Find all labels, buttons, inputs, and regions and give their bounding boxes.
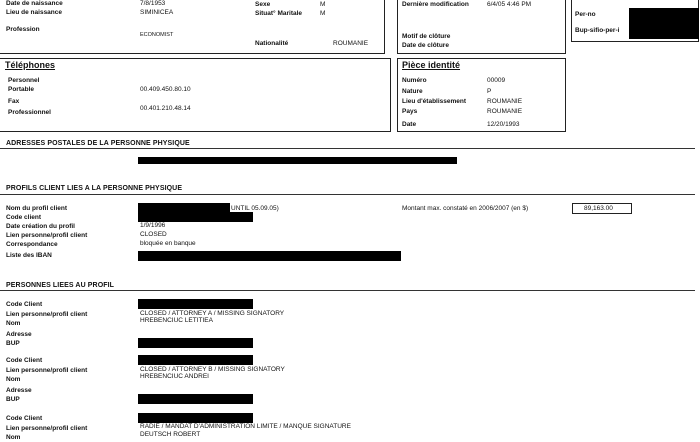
person-nom-label: Nom — [6, 434, 21, 441]
professionnel-label: Professionnel — [8, 109, 51, 116]
birth-date-label: Date de naissance — [6, 0, 63, 7]
person-nom-label: Nom — [6, 320, 21, 327]
person-bup-label: BUP — [6, 340, 20, 347]
lieu-label: Lieu d'établissement — [402, 98, 467, 105]
portable-label: Portable — [8, 86, 35, 93]
profession-value: ECONOMIST — [140, 32, 174, 38]
numero-value: 00009 — [487, 77, 506, 84]
profiles-rule — [0, 194, 695, 195]
person-nom-value: HREBENCIUC LETITIEA — [140, 317, 213, 324]
birth-date-value: 7/8/1953 — [140, 0, 166, 7]
nationality-value: ROUMANIE — [333, 40, 369, 47]
sex-value: M — [320, 1, 326, 8]
person-lien-label: Lien personne/profil client — [6, 425, 88, 432]
person-code-label: Code Client — [6, 301, 43, 308]
numero-label: Numéro — [402, 77, 427, 84]
phones-title: Téléphones — [5, 60, 56, 70]
birth-place-value: SIMINICEA — [140, 9, 174, 16]
address-redaction — [138, 157, 457, 164]
phones-box — [0, 58, 391, 132]
marital-value: M — [320, 10, 326, 17]
bup-label: Bup-sifio-per-i — [575, 27, 620, 34]
per-no-redaction — [629, 8, 699, 39]
person-lien-value: CLOSED / ATTORNEY A / MISSING SIGNATORY — [140, 310, 285, 317]
profile-name-label: Nom du profil client — [6, 205, 68, 212]
id-doc-title: Pièce identité — [402, 60, 461, 70]
marital-label: Situat° Maritale — [255, 10, 303, 17]
addresses-rule — [0, 148, 695, 149]
person-code-redaction — [138, 355, 253, 365]
per-no-label: Per-no — [575, 11, 596, 18]
person-lien-label: Lien personne/profil client — [6, 367, 88, 374]
person-lien-value: RADIE / MANDAT D'ADMINISTRATION LIMITE / MANQUE SIGNATURE — [140, 423, 351, 430]
profile-corr-label: Correspondance — [6, 241, 58, 248]
nationality-label: Nationalité — [255, 40, 289, 47]
montant-value: 89,163.00 — [584, 205, 613, 212]
person-bup-redaction — [138, 394, 253, 404]
personnel-label: Personnel — [8, 77, 40, 84]
montant-label: Montant max. constaté en 2006/2007 (en $) — [402, 205, 529, 212]
persons-rule — [0, 290, 695, 291]
profile-lien-label: Lien personne/profil client — [6, 232, 88, 239]
person-adresse-label: Adresse — [6, 331, 32, 338]
lieu-value: ROUMANIE — [487, 98, 523, 105]
person-adresse-label: Adresse — [6, 387, 32, 394]
profile-corr-value: bloquée en banque — [140, 240, 196, 247]
nature-value: P — [487, 88, 492, 95]
pays-label: Pays — [402, 108, 418, 115]
person-lien-label: Lien personne/profil client — [6, 311, 88, 318]
profile-code-label: Code client — [6, 214, 42, 221]
profile-date-value: 1/9/1996 — [140, 222, 166, 229]
iban-redaction — [138, 251, 401, 261]
person-bup-label: BUP — [6, 396, 20, 403]
person-nom-value: HREBENCIUC ANDREI — [140, 373, 209, 380]
profile-name-suffix: UNTIL 05.09.05) — [231, 205, 279, 212]
portable-value: 00.409.450.80.10 — [140, 86, 191, 93]
pays-value: ROUMANIE — [487, 108, 523, 115]
closure-date-label: Date de clôture — [402, 42, 449, 49]
nature-label: Nature — [402, 88, 423, 95]
profile-name-redaction — [138, 203, 230, 212]
last-mod-value: 6/4/05 4:46 PM — [487, 1, 532, 8]
birth-place-label: Lieu de naissance — [6, 9, 62, 16]
person-code-redaction — [138, 299, 253, 309]
profiles-title: PROFILS CLIENT LIES A LA PERSONNE PHYSIQUE — [6, 185, 183, 192]
persons-title: PERSONNES LIEES AU PROFIL — [6, 282, 115, 289]
person-code-redaction — [138, 413, 253, 423]
person-nom-value: DEUTSCH ROBERT — [140, 431, 201, 438]
person-bup-redaction — [138, 338, 253, 348]
person-lien-value: CLOSED / ATTORNEY B / MISSING SIGNATORY — [140, 366, 285, 373]
profile-code-redaction — [138, 212, 253, 222]
person-code-label: Code Client — [6, 357, 43, 364]
profile-lien-value: CLOSED — [140, 231, 167, 238]
date-value: 12/20/1993 — [487, 121, 520, 128]
profile-iban-label: Liste des IBAN — [6, 252, 52, 259]
profile-date-label: Date création du profil — [6, 223, 75, 230]
date-label: Date — [402, 121, 417, 128]
person-code-label: Code Client — [6, 415, 43, 422]
closure-reason-label: Motif de clôture — [402, 33, 451, 40]
last-mod-label: Dernière modification — [402, 1, 469, 8]
addresses-title: ADRESSES POSTALES DE LA PERSONNE PHYSIQUE — [6, 140, 190, 147]
sex-label: Sexe — [255, 1, 271, 8]
professionnel-value: 00.401.210.48.14 — [140, 105, 191, 112]
profession-label: Profession — [6, 26, 40, 33]
person-nom-label: Nom — [6, 376, 21, 383]
fax-label: Fax — [8, 98, 20, 105]
